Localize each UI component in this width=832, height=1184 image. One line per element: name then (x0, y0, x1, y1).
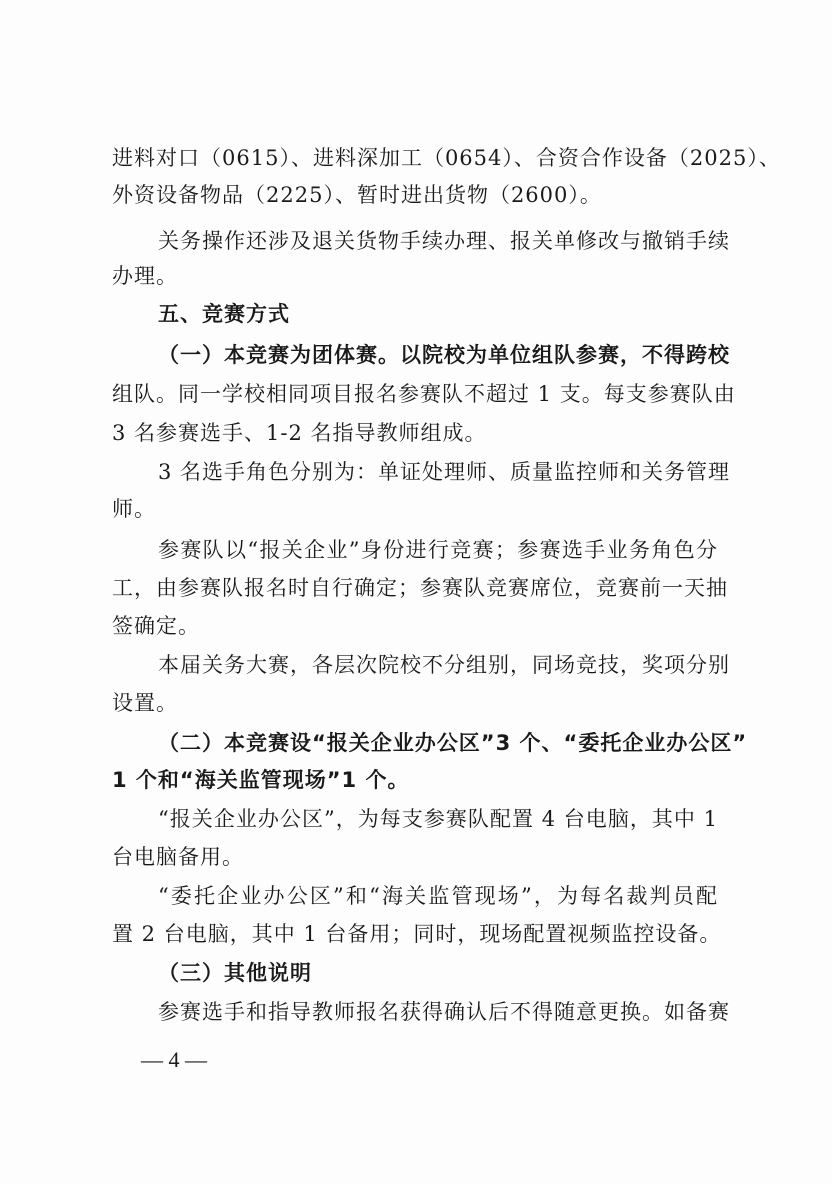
body-text-line: 外资设备物品（2225）、暂时进出货物（2600）。 (112, 183, 602, 207)
body-text-line: 台电脑备用。 (112, 845, 244, 869)
subsection-heading: （二）本竞赛设“报关企业办公区”3 个、“委托企业办公区” (158, 731, 748, 755)
body-text-line: 参赛选手和指导教师报名获得确认后不得随意更换。如备赛 (158, 1000, 730, 1024)
subsection-heading: （一）本竞赛为团体赛。以院校为单位组队参赛，不得跨校 (158, 343, 730, 367)
body-text-line: 师。 (112, 497, 156, 521)
body-text-line: 签确定。 (112, 614, 200, 638)
body-text-line: “报关企业办公区”，为每支参赛队配置 4 台电脑，其中 1 (158, 807, 718, 831)
body-text-line: 设置。 (112, 691, 178, 715)
body-text-line: 参赛队以“报关企业”身份进行竞赛；参赛选手业务角色分 (158, 538, 718, 562)
body-text-line: 关务操作还涉及退关货物手续办理、报关单修改与撤销手续 (158, 229, 730, 253)
body-text-line: 组队。同一学校相同项目报名参赛队不超过 1 支。每支参赛队由 (112, 382, 736, 406)
body-text-line: 本届关务大赛，各层次院校不分组别，同场竞技，奖项分别 (158, 653, 730, 677)
body-text-line: 3 名选手角色分别为：单证处理师、质量监控师和关务管理 (158, 460, 731, 484)
body-text-line: “委托企业办公区”和“海关监管现场”，为每名裁判员配 (158, 884, 718, 908)
body-text-line: 工，由参赛队报名时自行确定；参赛队竞赛席位，竞赛前一天抽 (112, 576, 728, 600)
subsection-heading: （三）其他说明 (158, 961, 312, 985)
section-heading: 五、竞赛方式 (158, 302, 290, 326)
page-number: — 4 — (141, 1047, 207, 1072)
body-text-line: 办理。 (112, 264, 178, 288)
body-text-line: 进料对口（0615）、进料深加工（0654）、合资合作设备（2025）、 (112, 146, 781, 170)
body-text-line: 3 名参赛选手、1-2 名指导教师组成。 (112, 421, 487, 445)
body-text-line: 置 2 台电脑，其中 1 台备用；同时，现场配置视频监控设备。 (112, 922, 722, 946)
subsection-heading-continued: 1 个和“海关监管现场”1 个。 (112, 768, 410, 792)
